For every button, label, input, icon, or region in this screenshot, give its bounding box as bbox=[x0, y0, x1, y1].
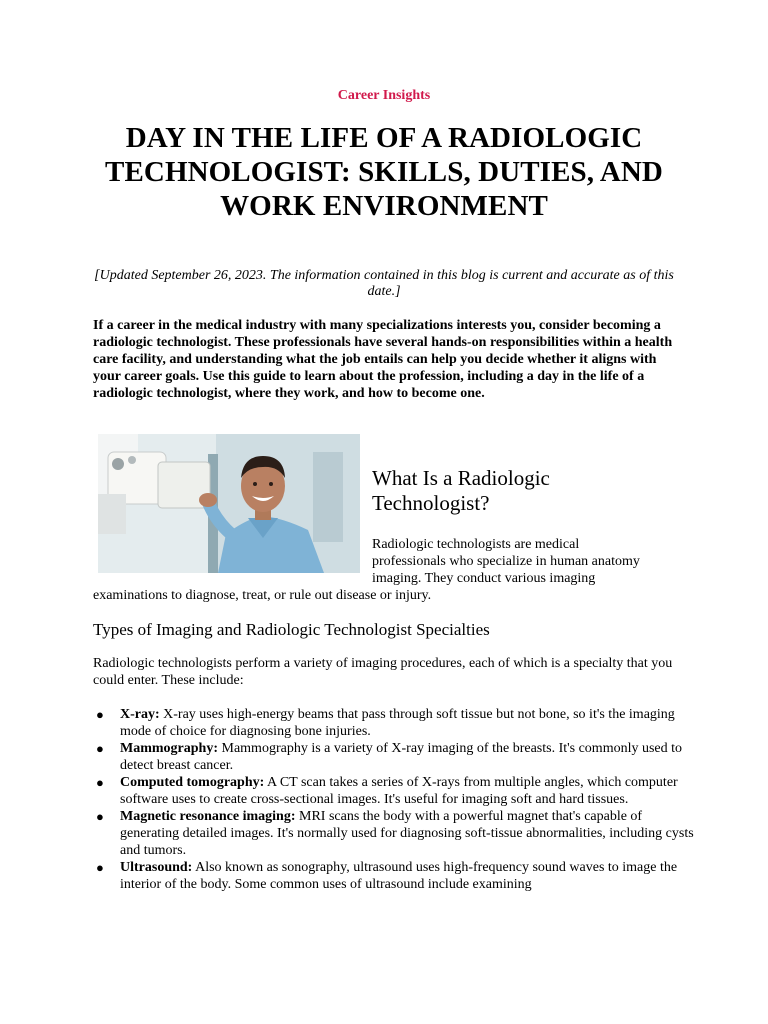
section-body-line: examinations to diagnose, treat, or rule out disease or injury. bbox=[93, 588, 432, 603]
category-label: Career Insights bbox=[337, 88, 431, 103]
list-item-term: X-ray: bbox=[120, 707, 160, 722]
list-item-text: Also known as sonography, ultrasound uses high-frequency sound waves to image the interior of the body. Some common uses of ultrasound include examining bbox=[120, 860, 678, 892]
list-item-term: Mammography: bbox=[120, 741, 218, 756]
bullet-icon: ● bbox=[96, 809, 104, 824]
types-intro-paragraph: Radiologic technologists perform a variety of imaging procedures, each of which is a specialty that you could enter. These include: bbox=[93, 656, 673, 688]
list-item-text: A CT scan takes a series of X-rays from multiple angles, which computer software uses to create cross-sectional images. It's useful for imaging soft and hard tissues. bbox=[120, 775, 678, 807]
bullet-icon: ● bbox=[96, 775, 104, 790]
section-body-line: imaging. They conduct various imaging bbox=[372, 571, 596, 586]
section-heading-types: Types of Imaging and Radiologic Technologist Specialties bbox=[93, 620, 490, 639]
updated-note: [Updated September 26, 2023. The information contained in this blog is current and accurate as of this date.] bbox=[94, 268, 674, 299]
section-what-is-body bbox=[93, 536, 675, 604]
section-body-line: professionals who specialize in human anatomy bbox=[372, 554, 640, 569]
list-item-term: Magnetic resonance imaging: bbox=[120, 809, 296, 824]
bullet-icon: ● bbox=[96, 741, 104, 756]
list-item bbox=[96, 859, 704, 893]
bullet-icon: ● bbox=[96, 860, 104, 875]
list-item-term: Computed tomography: bbox=[120, 775, 265, 790]
list-item-text: Mammography is a variety of X-ray imaging of the breasts. It's commonly used to detect breast cancer. bbox=[120, 741, 683, 773]
section-heading-what-is: What Is a Radiologic Technologist? bbox=[372, 466, 550, 515]
article-title: DAY IN THE LIFE OF A RADIOLOGIC TECHNOLOGIST: SKILLS, DUTIES, AND WORK ENVIRONMENT bbox=[105, 122, 663, 222]
list-item-text: X-ray uses high-energy beams that pass through soft tissue but not bone, so it's the imaging mode of choice for diagnosing bone injuries. bbox=[120, 707, 675, 739]
list-item bbox=[96, 808, 704, 859]
intro-paragraph: If a career in the medical industry with many specializations interests you, consider becoming a radiologic technologist. These professionals have several hands-on responsibilities within a health care facility, and understanding what the job entails can help you decide whether it aligns with your career goals. Use this guide to learn about the profession, including a day in the life of a radiologic technologist, where they work, and how to become one. bbox=[93, 318, 673, 401]
bullet-icon: ● bbox=[96, 707, 104, 722]
list-item bbox=[96, 706, 704, 740]
section-body-line: Radiologic technologists are medical bbox=[372, 537, 580, 552]
list-item bbox=[96, 740, 704, 774]
list-item-term: Ultrasound: bbox=[120, 860, 193, 875]
list-item bbox=[96, 774, 704, 808]
list-item-text: MRI scans the body with a powerful magnet that's capable of generating detailed images. It's normally used for diagnosing soft-tissue abnormalities, including cysts and tumors. bbox=[120, 809, 694, 858]
imaging-types-list bbox=[93, 706, 704, 893]
